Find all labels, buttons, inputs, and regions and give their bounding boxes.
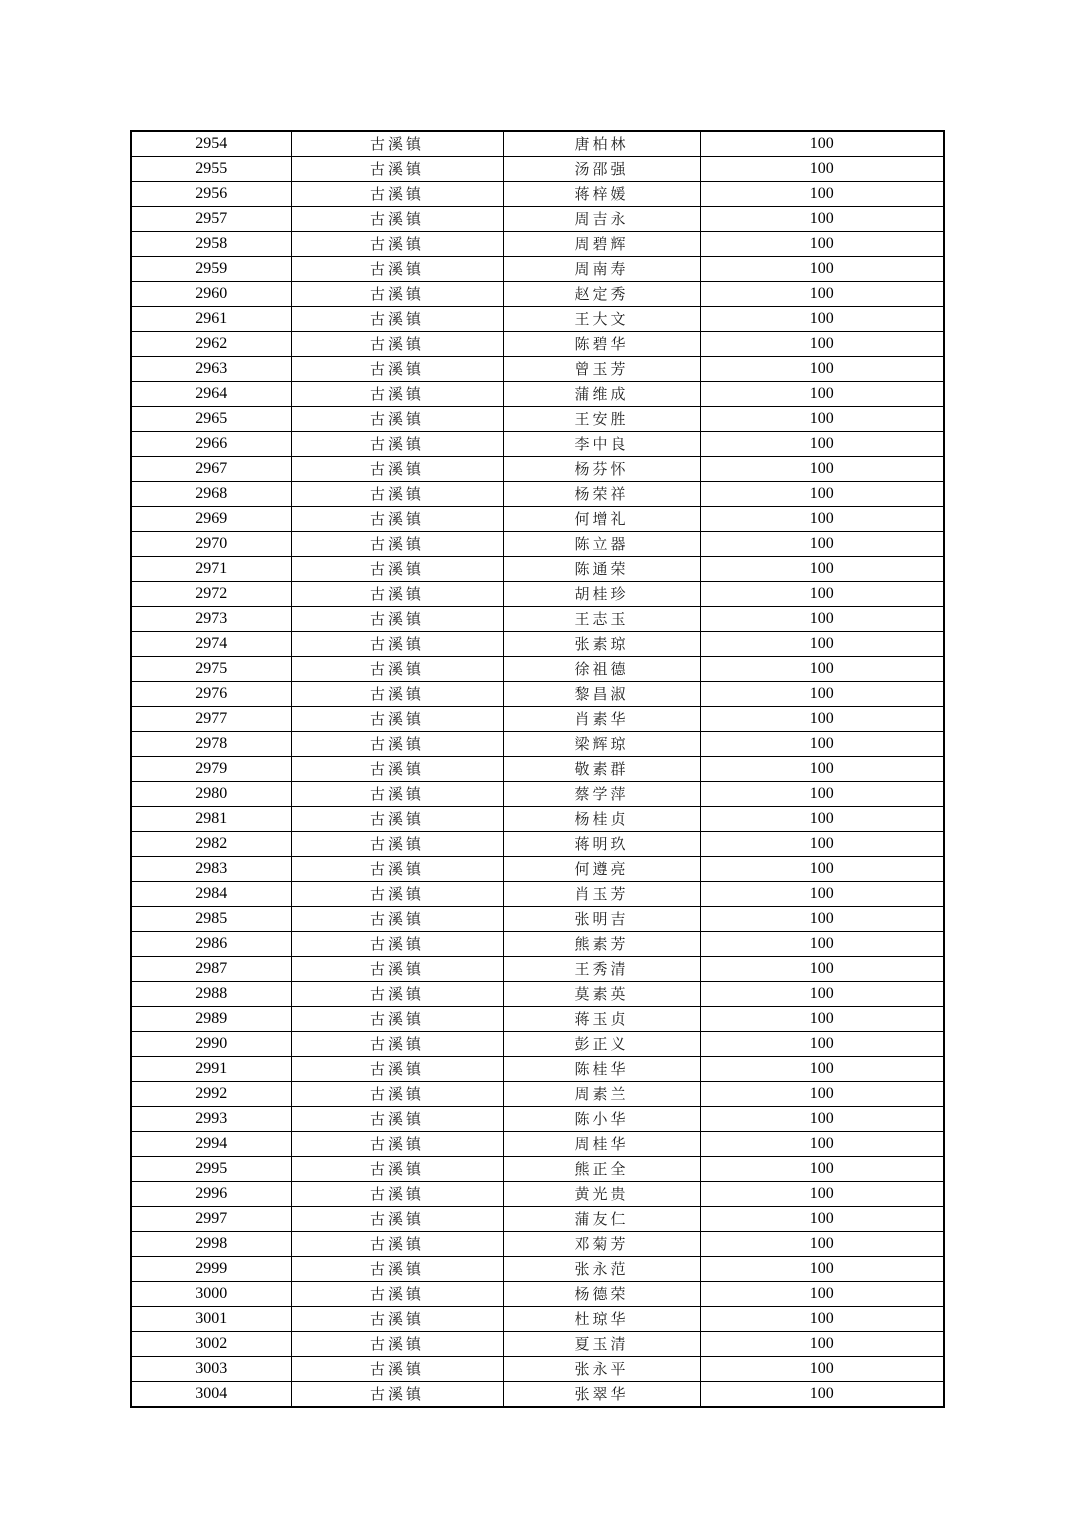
row-number: 2960 [131,282,291,307]
amount-cell: 100 [700,532,944,557]
row-number: 2995 [131,1157,291,1182]
name-cell: 周素兰 [503,1082,700,1107]
amount-cell: 100 [700,857,944,882]
name-cell: 彭正义 [503,1032,700,1057]
table-row [131,507,944,532]
name-cell: 胡桂珍 [503,582,700,607]
table-row [131,807,944,832]
name-cell: 蒲友仁 [503,1207,700,1232]
table-row [131,131,944,157]
name-cell: 唐柏林 [503,131,700,157]
table-row [131,1082,944,1107]
amount-cell: 100 [700,131,944,157]
name-cell: 张永范 [503,1257,700,1282]
name-cell: 蒋明玖 [503,832,700,857]
town-cell: 古溪镇 [291,1207,503,1232]
name-cell: 张翠华 [503,1382,700,1408]
row-number: 2977 [131,707,291,732]
amount-cell: 100 [700,207,944,232]
amount-cell: 100 [700,1057,944,1082]
name-cell: 周吉永 [503,207,700,232]
table-row [131,332,944,357]
row-number: 3000 [131,1282,291,1307]
town-cell: 古溪镇 [291,232,503,257]
row-number: 2969 [131,507,291,532]
amount-cell: 100 [700,1182,944,1207]
table-row [131,832,944,857]
amount-cell: 100 [700,1282,944,1307]
name-cell: 张明吉 [503,907,700,932]
table-row [131,1182,944,1207]
table-row [131,182,944,207]
amount-cell: 100 [700,932,944,957]
amount-cell: 100 [700,1157,944,1182]
amount-cell: 100 [700,557,944,582]
row-number: 2964 [131,382,291,407]
town-cell: 古溪镇 [291,482,503,507]
row-number: 3002 [131,1332,291,1357]
name-cell: 黎昌淑 [503,682,700,707]
amount-cell: 100 [700,732,944,757]
table-body [131,131,944,1407]
table-row [131,907,944,932]
name-cell: 周南寿 [503,257,700,282]
name-cell: 肖玉芳 [503,882,700,907]
row-number: 2993 [131,1107,291,1132]
row-number: 2963 [131,357,291,382]
town-cell: 古溪镇 [291,607,503,632]
table-row [131,657,944,682]
table-row [131,1132,944,1157]
amount-cell: 100 [700,632,944,657]
amount-cell: 100 [700,357,944,382]
name-cell: 蒋梓媛 [503,182,700,207]
town-cell: 古溪镇 [291,1057,503,1082]
town-cell: 古溪镇 [291,932,503,957]
table-row [131,307,944,332]
name-cell: 杨德荣 [503,1282,700,1307]
name-cell: 陈通荣 [503,557,700,582]
amount-cell: 100 [700,1207,944,1232]
town-cell: 古溪镇 [291,1307,503,1332]
amount-cell: 100 [700,757,944,782]
town-cell: 古溪镇 [291,732,503,757]
table-row [131,1357,944,1382]
table-row [131,382,944,407]
town-cell: 古溪镇 [291,1332,503,1357]
amount-cell: 100 [700,1007,944,1032]
name-cell: 敬素群 [503,757,700,782]
name-cell: 李中良 [503,432,700,457]
amount-cell: 100 [700,807,944,832]
town-cell: 古溪镇 [291,1032,503,1057]
amount-cell: 100 [700,882,944,907]
row-number: 2968 [131,482,291,507]
amount-cell: 100 [700,332,944,357]
row-number: 2957 [131,207,291,232]
table-row [131,557,944,582]
row-number: 2970 [131,532,291,557]
name-cell: 陈小华 [503,1107,700,1132]
name-cell: 陈碧华 [503,332,700,357]
row-number: 2988 [131,982,291,1007]
row-number: 2975 [131,657,291,682]
table-row [131,607,944,632]
table-row [131,482,944,507]
town-cell: 古溪镇 [291,957,503,982]
amount-cell: 100 [700,232,944,257]
row-number: 2992 [131,1082,291,1107]
town-cell: 古溪镇 [291,457,503,482]
table-row [131,1307,944,1332]
town-cell: 古溪镇 [291,1357,503,1382]
name-cell: 蒋玉贞 [503,1007,700,1032]
town-cell: 古溪镇 [291,432,503,457]
table-row [131,882,944,907]
amount-cell: 100 [700,1107,944,1132]
name-cell: 王安胜 [503,407,700,432]
amount-cell: 100 [700,582,944,607]
name-cell: 梁辉琼 [503,732,700,757]
table-row [131,432,944,457]
row-number: 2989 [131,1007,291,1032]
table-row [131,407,944,432]
amount-cell: 100 [700,307,944,332]
town-cell: 古溪镇 [291,207,503,232]
town-cell: 古溪镇 [291,382,503,407]
amount-cell: 100 [700,507,944,532]
name-cell: 王大文 [503,307,700,332]
name-cell: 熊正全 [503,1157,700,1182]
table-row [131,1057,944,1082]
table-row [131,1207,944,1232]
row-number: 2974 [131,632,291,657]
amount-cell: 100 [700,782,944,807]
town-cell: 古溪镇 [291,982,503,1007]
amount-cell: 100 [700,1232,944,1257]
table-row [131,957,944,982]
amount-cell: 100 [700,1082,944,1107]
name-cell: 莫素英 [503,982,700,1007]
name-cell: 周桂华 [503,1132,700,1157]
town-cell: 古溪镇 [291,257,503,282]
amount-cell: 100 [700,957,944,982]
amount-cell: 100 [700,157,944,182]
table-row [131,1382,944,1408]
town-cell: 古溪镇 [291,707,503,732]
table-row [131,157,944,182]
name-cell: 杨桂贞 [503,807,700,832]
row-number: 2979 [131,757,291,782]
amount-cell: 100 [700,257,944,282]
name-cell: 何遵亮 [503,857,700,882]
town-cell: 古溪镇 [291,1382,503,1408]
town-cell: 古溪镇 [291,632,503,657]
row-number: 2954 [131,131,291,157]
name-cell: 赵定秀 [503,282,700,307]
town-cell: 古溪镇 [291,131,503,157]
row-number: 2996 [131,1182,291,1207]
name-cell: 邓菊芳 [503,1232,700,1257]
row-number: 2959 [131,257,291,282]
name-cell: 曾玉芳 [503,357,700,382]
row-number: 2961 [131,307,291,332]
amount-cell: 100 [700,1357,944,1382]
table-row [131,1257,944,1282]
town-cell: 古溪镇 [291,1282,503,1307]
table-row [131,357,944,382]
name-cell: 王秀清 [503,957,700,982]
table-row [131,1032,944,1057]
table-row [131,857,944,882]
town-cell: 古溪镇 [291,357,503,382]
table-row [131,232,944,257]
row-number: 2982 [131,832,291,857]
town-cell: 古溪镇 [291,1182,503,1207]
town-cell: 古溪镇 [291,1082,503,1107]
amount-cell: 100 [700,1032,944,1057]
amount-cell: 100 [700,432,944,457]
town-cell: 古溪镇 [291,1257,503,1282]
amount-cell: 100 [700,1332,944,1357]
row-number: 2973 [131,607,291,632]
amount-cell: 100 [700,282,944,307]
row-number: 2965 [131,407,291,432]
amount-cell: 100 [700,982,944,1007]
town-cell: 古溪镇 [291,882,503,907]
table-row [131,532,944,557]
town-cell: 古溪镇 [291,507,503,532]
table-row [131,682,944,707]
town-cell: 古溪镇 [291,1157,503,1182]
town-cell: 古溪镇 [291,157,503,182]
table-row [131,257,944,282]
row-number: 2956 [131,182,291,207]
row-number: 3004 [131,1382,291,1408]
row-number: 2971 [131,557,291,582]
table-row [131,1157,944,1182]
amount-cell: 100 [700,832,944,857]
row-number: 2997 [131,1207,291,1232]
town-cell: 古溪镇 [291,282,503,307]
table-row [131,782,944,807]
table-row [131,1007,944,1032]
row-number: 2987 [131,957,291,982]
row-number: 2994 [131,1132,291,1157]
table-row [131,582,944,607]
amount-cell: 100 [700,607,944,632]
name-cell: 何增礼 [503,507,700,532]
town-cell: 古溪镇 [291,582,503,607]
table-row [131,1107,944,1132]
row-number: 2985 [131,907,291,932]
name-cell: 杜琼华 [503,1307,700,1332]
name-cell: 夏玉清 [503,1332,700,1357]
amount-cell: 100 [700,1307,944,1332]
row-number: 2958 [131,232,291,257]
row-number: 2978 [131,732,291,757]
subsidy-list-table [130,130,945,1408]
row-number: 2984 [131,882,291,907]
town-cell: 古溪镇 [291,1132,503,1157]
row-number: 3003 [131,1357,291,1382]
town-cell: 古溪镇 [291,1232,503,1257]
town-cell: 古溪镇 [291,857,503,882]
amount-cell: 100 [700,482,944,507]
name-cell: 蒲维成 [503,382,700,407]
amount-cell: 100 [700,1257,944,1282]
town-cell: 古溪镇 [291,757,503,782]
table-row [131,632,944,657]
row-number: 2976 [131,682,291,707]
amount-cell: 100 [700,182,944,207]
row-number: 2962 [131,332,291,357]
amount-cell: 100 [700,407,944,432]
amount-cell: 100 [700,1132,944,1157]
row-number: 2990 [131,1032,291,1057]
table-row [131,1282,944,1307]
town-cell: 古溪镇 [291,1007,503,1032]
table-row [131,1232,944,1257]
amount-cell: 100 [700,457,944,482]
table-row [131,282,944,307]
table-row [131,982,944,1007]
row-number: 2966 [131,432,291,457]
amount-cell: 100 [700,707,944,732]
name-cell: 蔡学萍 [503,782,700,807]
row-number: 2991 [131,1057,291,1082]
table-row [131,932,944,957]
row-number: 2967 [131,457,291,482]
row-number: 2972 [131,582,291,607]
name-cell: 杨芬怀 [503,457,700,482]
amount-cell: 100 [700,682,944,707]
town-cell: 古溪镇 [291,657,503,682]
name-cell: 陈立器 [503,532,700,557]
table-row [131,757,944,782]
table-row [131,732,944,757]
town-cell: 古溪镇 [291,307,503,332]
name-cell: 张永平 [503,1357,700,1382]
name-cell: 周碧辉 [503,232,700,257]
amount-cell: 100 [700,1382,944,1408]
table-row [131,207,944,232]
town-cell: 古溪镇 [291,907,503,932]
name-cell: 徐祖德 [503,657,700,682]
amount-cell: 100 [700,382,944,407]
town-cell: 古溪镇 [291,782,503,807]
table-row [131,707,944,732]
name-cell: 肖素华 [503,707,700,732]
town-cell: 古溪镇 [291,832,503,857]
town-cell: 古溪镇 [291,332,503,357]
amount-cell: 100 [700,657,944,682]
name-cell: 陈桂华 [503,1057,700,1082]
table-row [131,457,944,482]
town-cell: 古溪镇 [291,407,503,432]
town-cell: 古溪镇 [291,807,503,832]
name-cell: 杨荣祥 [503,482,700,507]
table-row [131,1332,944,1357]
town-cell: 古溪镇 [291,532,503,557]
row-number: 2999 [131,1257,291,1282]
name-cell: 黄光贵 [503,1182,700,1207]
amount-cell: 100 [700,907,944,932]
row-number: 2998 [131,1232,291,1257]
name-cell: 熊素芳 [503,932,700,957]
town-cell: 古溪镇 [291,682,503,707]
name-cell: 张素琼 [503,632,700,657]
town-cell: 古溪镇 [291,557,503,582]
town-cell: 古溪镇 [291,1107,503,1132]
row-number: 2981 [131,807,291,832]
row-number: 2955 [131,157,291,182]
name-cell: 汤邵强 [503,157,700,182]
row-number: 3001 [131,1307,291,1332]
row-number: 2983 [131,857,291,882]
town-cell: 古溪镇 [291,182,503,207]
row-number: 2980 [131,782,291,807]
row-number: 2986 [131,932,291,957]
name-cell: 王志玉 [503,607,700,632]
